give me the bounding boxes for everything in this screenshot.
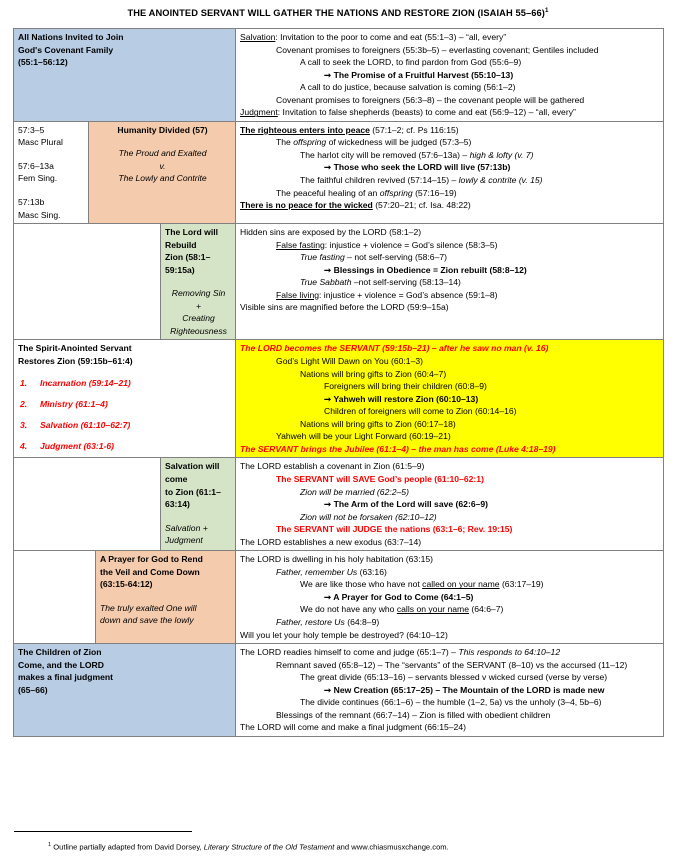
section4-numbered-list: [18, 377, 232, 452]
stub-line: Masc Plural: [18, 137, 63, 148]
table-row: [14, 224, 664, 340]
table-row: [14, 340, 664, 458]
outline-line-highlight: The SERVANT brings the Jubilee (61:1–4) – the man has come (Luke 4:18–19): [240, 443, 556, 454]
section3-spacer-cell: [14, 224, 161, 340]
outline-line: The LORD readies himself to come and judge (65:1–7) – This responds to 64:10–12: [240, 647, 561, 658]
outline-line: The peaceful healing of an offspring (57:16–19): [276, 187, 457, 198]
outline-line: Salvation: Invitation to the poor to come and eat (55:1–3) – “all, every”: [240, 32, 507, 42]
outline-line: We are like those who have not called on your name (63:17–19): [300, 579, 544, 590]
footnote-text-post: and www.chiasmusxchange.com.: [334, 842, 449, 852]
outline-line: The LORD establish a covenant in Zion (61:5–9): [240, 461, 425, 472]
section6-heading-line2: the Veil and Come Down: [100, 566, 200, 577]
outline-line: False living: injustice + violence = God’s absence (59:1–8): [276, 289, 498, 300]
page-title-text: THE ANOINTED SERVANT WILL GATHER THE NATIONS AND RESTORE ZION (ISAIAH 55–66): [127, 8, 545, 19]
outline-line: True Sabbath –not self-serving (58:13–14): [300, 277, 461, 288]
section2-sub1: The Proud and Exalted: [118, 148, 207, 159]
section3-sub1: Removing Sin: [171, 288, 226, 299]
section1-heading-line2: God's Covenant Family: [18, 44, 114, 55]
section4-body-cell: [236, 340, 664, 458]
section6-sub2: down and save the lowly: [100, 615, 194, 626]
section5-body-cell: [236, 458, 664, 551]
outline-line: Hidden sins are exposed by the LORD (58:1–2): [240, 227, 422, 238]
footnote-marker: 1: [48, 842, 52, 848]
table-row: [14, 644, 664, 737]
section4-heading-line1: The Spirit-Anointed Servant: [18, 343, 132, 354]
outline-line-highlight: ➞ The Promise of a Fruitful Harvest (55:10–13): [324, 69, 514, 80]
outline-line: The offspring of wickedness will be judged (57:3–5): [276, 137, 472, 148]
outline-line: God’s Light Will Dawn on You (60:1–3): [276, 356, 424, 367]
section3-sub4: Righteousness: [170, 325, 227, 336]
section2-sub2: v.: [159, 160, 166, 171]
outline-line-highlight: ➞ Blessings in Obedience = Zion rebuilt (58:8–12): [324, 264, 527, 275]
list-item-number: 1.: [20, 377, 28, 388]
section3-body-cell: [236, 224, 664, 340]
outline-line: False fasting: injustice + violence = God’s silence (58:3–5): [276, 239, 498, 250]
list-item: [18, 440, 232, 452]
section2-body-cell: [236, 121, 664, 223]
section2-stub-cell: [14, 121, 89, 223]
outline-line-highlight: ➞ A Prayer for God to Come (64:1–5): [324, 591, 474, 602]
outline-line: Father, restore Us (64:8–9): [276, 616, 380, 627]
list-item-number: 2.: [20, 398, 28, 409]
outline-line: Covenant promises to foreigners (56:3–8) – the covenant people will be gathered: [276, 94, 585, 105]
section1-body-cell: [236, 29, 664, 122]
section1-heading-cell: [14, 29, 236, 122]
outline-line-highlight: ➞ Those who seek the LORD will live (57:13b): [324, 162, 511, 173]
outline-line-highlight: The SERVANT will JUDGE the nations (63:1–6; Rev. 19:15): [276, 524, 513, 535]
outline-line: The faithful children revived (57:14–15) – lowly & contrite (v. 15): [300, 175, 543, 186]
outline-line: Visible sins are magnified before the LORD (59:9–15a): [240, 302, 449, 313]
outline-line: Nations will bring gifts to Zion (60:17–18): [300, 418, 456, 429]
outline-line-highlight: The LORD becomes the SERVANT (59:15b–21) – after he saw no man (v. 16): [240, 343, 549, 354]
outline-line: Judgment: Invitation to false shepherds (beasts) to come and eat (56:9–12) – “all, every”: [240, 107, 576, 118]
section7-heading-cell: [14, 644, 236, 737]
outline-line: Nations will bring gifts to Zion (60:4–7): [300, 368, 447, 379]
outline-line: There is no peace for the wicked (57:20–21; cf. Isa. 48:22): [240, 200, 471, 211]
section7-heading-line1: The Children of Zion: [18, 647, 102, 658]
outline-line: True fasting – not self-serving (58:6–7): [300, 252, 448, 263]
table-row: [14, 121, 664, 223]
list-item-label: Judgment (63:1-6): [40, 440, 115, 451]
section6-spacer-cell: [14, 551, 96, 644]
outline-line-highlight: ➞ Yahweh will restore Zion (60:10–13): [324, 393, 479, 404]
outline-line: Foreigners will bring their children (60:8–9): [324, 381, 487, 392]
section2-heading: Humanity Divided (57): [117, 124, 208, 135]
page-title: [0, 7, 676, 18]
outline-line: Father, remember Us (63:16): [276, 566, 387, 577]
section6-heading-line1: A Prayer for God to Rend: [100, 554, 203, 565]
outline-line-highlight: ➞ New Creation (65:17–25) – The Mountain of the LORD is made new: [324, 684, 605, 695]
outline-line-highlight: ➞ The Arm of the Lord will save (62:6–9): [324, 499, 489, 510]
outline-table: [13, 28, 664, 737]
outline-line: Will you let your holy temple be destroyed? (64:10–12): [240, 629, 448, 640]
section7-heading-line4: (65–66): [18, 684, 48, 695]
table-row: [14, 551, 664, 644]
section4-heading-line2: Restores Zion (59:15b–61:4): [18, 356, 133, 367]
section1-heading-line3: (55:1–56:12): [18, 57, 68, 68]
outline-line: The righteous enters into peace (57:1–2; cf. Ps 116:15): [240, 124, 459, 135]
section3-sub3: Creating: [182, 313, 215, 324]
stub-line: 57:13b: [18, 197, 45, 208]
outline-line: Covenant promises to foreigners (55:3b–5) – everlasting covenant; Gentiles included: [276, 44, 599, 55]
footnote-text-pre: Outline partially adapted from David Dorsey,: [51, 842, 204, 852]
outline-line: Zion will be married (62:2–5): [300, 486, 409, 497]
section6-sub1: The truly exalted One will: [100, 602, 197, 613]
section6-body-cell: [236, 551, 664, 644]
section5-heading-cell: [161, 458, 236, 551]
outline-line: Children of foreigners will come to Zion (60:14–16): [324, 406, 517, 417]
outline-line: The divide continues (66:1–6) – the humble (1–2, 5a) vs the unholy (3–4, 5b–6): [300, 697, 602, 708]
section3-sub2: +: [196, 300, 202, 311]
section6-heading-cell: [96, 551, 236, 644]
list-item-label: Salvation (61:10–62:7): [40, 419, 131, 430]
outline-line: A call to seek the LORD, to find pardon from God (55:6–9): [300, 57, 522, 68]
section6-heading-line3: (63:15-64:12): [100, 579, 153, 590]
section4-heading-cell: [14, 340, 236, 458]
section3-heading-line2: Zion (58:1–59:15a): [165, 252, 211, 275]
section2-sub3: The Lowly and Contrite: [118, 173, 207, 184]
outline-line: Remnant saved (65:8–12) – The “servants” of the SERVANT (8–10) vs the accursed (11–12): [276, 659, 628, 670]
section3-heading-line1: The Lord will Rebuild: [165, 227, 218, 250]
stub-line: Masc Sing.: [18, 209, 61, 220]
section7-heading-line3: makes a final judgment: [18, 672, 114, 683]
list-item-label: Ministry (61:1–4): [40, 398, 108, 409]
section7-body-cell: [236, 644, 664, 737]
section5-spacer-cell: [14, 458, 161, 551]
section7-heading-line2: Come, and the LORD: [18, 659, 104, 670]
title-footnote-marker: 1: [545, 7, 549, 14]
outline-line-highlight: The SERVANT will SAVE God’s people (61:10–62:1): [276, 473, 484, 484]
list-item-label: Incarnation (59:14–21): [40, 377, 131, 388]
footnote-separator: [14, 831, 192, 832]
section2-heading-cell: [89, 121, 236, 223]
outline-line: The LORD establishes a new exodus (63:7–14): [240, 536, 422, 547]
outline-line: We do not have any who calls on your name (64:6–7): [300, 604, 504, 615]
list-item-number: 3.: [20, 419, 28, 430]
outline-line: The harlot city will be removed (57:6–13a) – high & lofty (v. 7): [300, 149, 534, 160]
stub-line: 57:6–13a: [18, 160, 54, 171]
outline-line: Yahweh will be your Light Forward (60:19–21): [276, 431, 451, 442]
stub-line: 57:3–5: [18, 124, 45, 135]
outline-line: Blessings of the remnant (66:7–14) – Zion is filled with obedient children: [276, 709, 551, 720]
footnote-title: Literary Structure of the Old Testament: [203, 842, 335, 852]
stub-line: Fem Sing.: [18, 173, 58, 184]
table-row: [14, 29, 664, 122]
section3-heading-cell: [161, 224, 236, 340]
outline-line: The LORD will come and make a final judgment (66:15–24): [240, 722, 466, 733]
section5-heading-line2: to Zion (61:1–63:14): [165, 486, 221, 510]
table-row: [14, 458, 664, 551]
section5-heading-line1: Salvation will come: [165, 461, 220, 484]
footnote: [48, 840, 668, 853]
outline-line: A call to do justice, because salvation is coming (56:1–2): [300, 82, 516, 93]
list-item: [18, 377, 232, 389]
list-item: [18, 398, 232, 410]
outline-line: The LORD is dwelling in his holy habitation (63:15): [240, 554, 434, 565]
list-item: [18, 419, 232, 431]
outline-line: The great divide (65:13–16) – servants blessed v wicked cursed (verse by verse): [300, 672, 608, 683]
section5-sub1: Salvation + Judgment: [165, 522, 208, 546]
outline-line: Zion will not be forsaken (62:10–12): [300, 511, 437, 522]
section1-heading-line1: All Nations Invited to Join: [18, 32, 124, 42]
list-item-number: 4.: [20, 440, 28, 451]
